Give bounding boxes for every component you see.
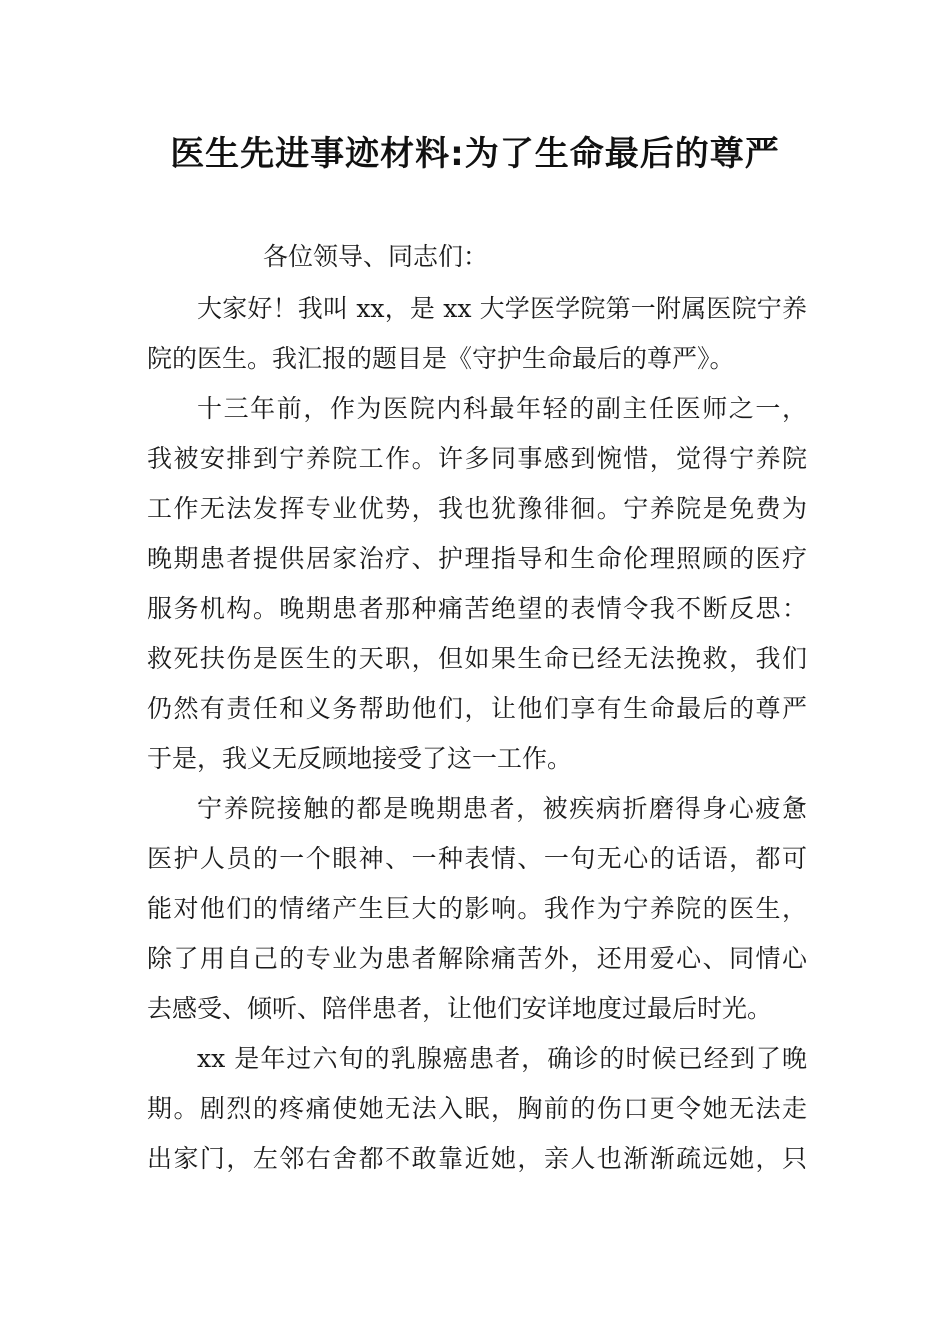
salutation: 各位领导、同志们：: [263, 242, 489, 271]
document-body: [147, 232, 807, 1184]
paragraph-line: 期。剧烈的疼痛使她无法入眠，胸前的伤口更令她无法走: [147, 1094, 807, 1123]
paragraph-line: 晚期患者提供居家治疗、护理指导和生命伦理照顾的医疗: [147, 544, 807, 573]
paragraph-line: 出家门，左邻右舍都不敢靠近她，亲人也渐渐疏远她，只: [147, 1144, 807, 1173]
paragraph-line: 于是，我义无反顾地接受了这一工作。: [147, 744, 573, 773]
paragraph-line: 救死扶伤是医生的天职，但如果生命已经无法挽救，我们: [147, 644, 807, 673]
paragraph-line: 院的医生。我汇报的题目是《守护生命最后的尊严》。: [147, 344, 735, 373]
paragraph-line: 医护人员的一个眼神、一种表情、一句无心的话语，都可: [147, 844, 807, 873]
paragraph-line: 去感受、倾听、陪伴患者，让他们安详地度过最后时光。: [147, 994, 773, 1023]
paragraph-line: xx 是年过六旬的乳腺癌患者，确诊的时候已经到了晚: [197, 1044, 807, 1073]
paragraph-line: 仍然有责任和义务帮助他们，让他们享有生命最后的尊严: [147, 694, 807, 723]
paragraph-line: 服务机构。晚期患者那种痛苦绝望的表情令我不断反思：: [147, 594, 807, 623]
paragraph-line: 除了用自己的专业为患者解除痛苦外，还用爱心、同情心: [147, 944, 807, 973]
paragraph-line: 我被安排到宁养院工作。许多同事感到惋惜，觉得宁养院: [147, 444, 807, 473]
paragraph-line: 宁养院接触的都是晚期患者，被疾病折磨得身心疲惫: [197, 794, 807, 823]
paragraph-line: 大家好！我叫 xx，是 xx 大学医学院第一附属医院宁养: [197, 294, 807, 323]
paragraph-line: 能对他们的情绪产生巨大的影响。我作为宁养院的医生，: [147, 894, 807, 923]
paragraph-line: 十三年前，作为医院内科最年轻的副主任医师之一，: [197, 394, 807, 423]
document-title: 医生先进事迹材料:为了生命最后的尊严: [170, 134, 780, 174]
paragraph-line: 工作无法发挥专业优势，我也犹豫徘徊。宁养院是免费为: [147, 494, 807, 523]
